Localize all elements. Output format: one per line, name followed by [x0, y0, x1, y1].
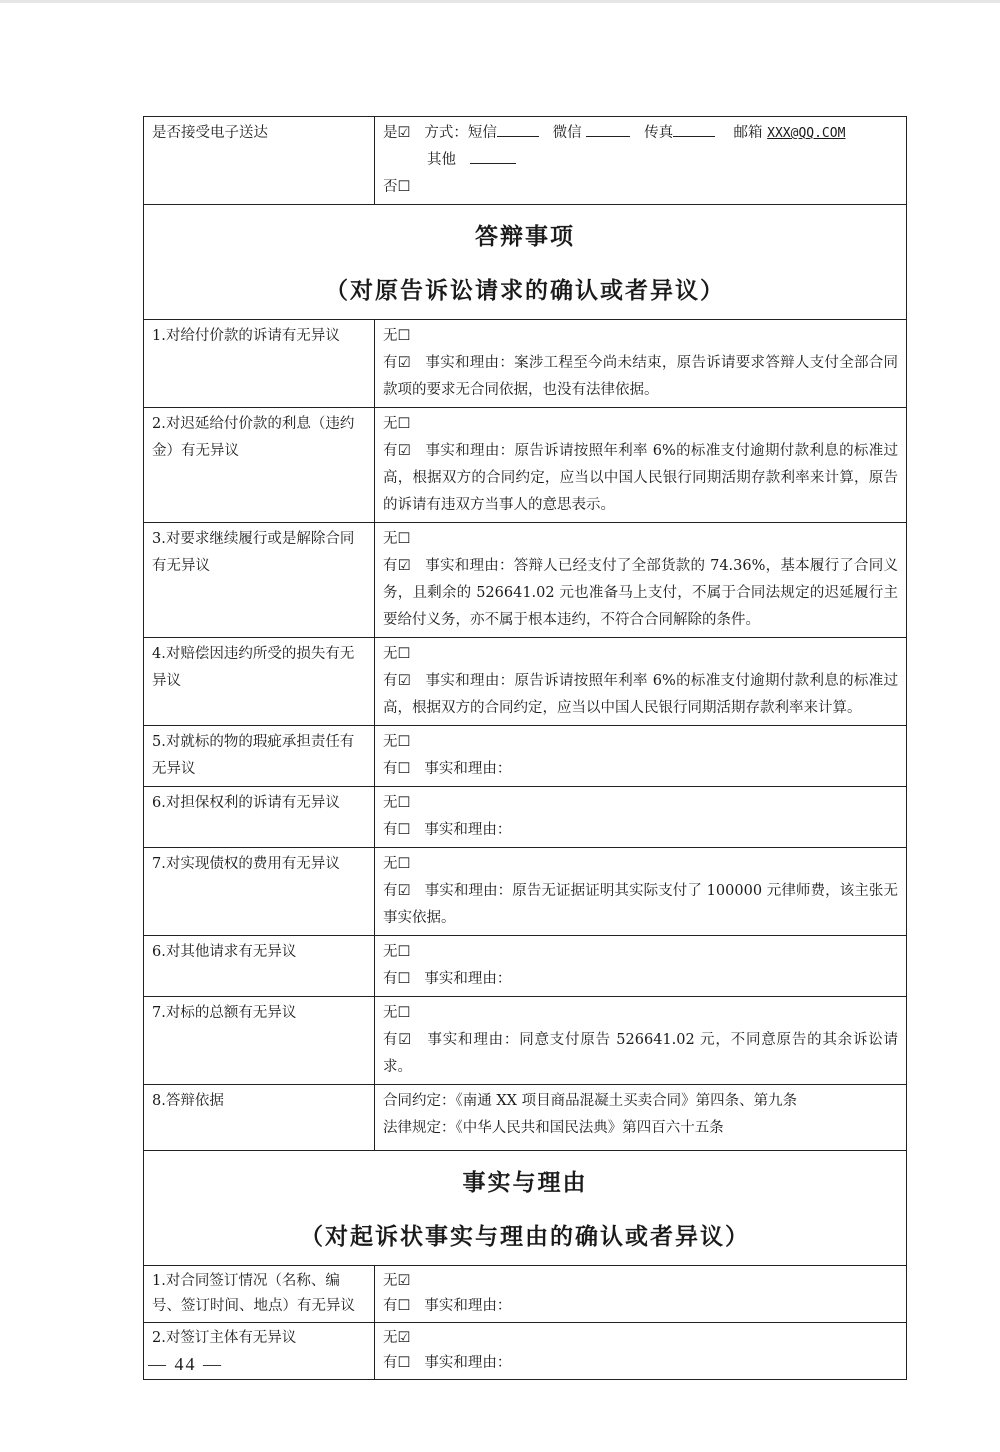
- sms-field[interactable]: [497, 122, 539, 137]
- delivery-yes-checkbox[interactable]: 是☑: [383, 125, 411, 141]
- facts-item-label: 1.对合同签订情况（名称、编号、签订时间、地点）有无异议: [144, 1266, 375, 1323]
- objection-checkbox[interactable]: 有☑: [383, 443, 411, 459]
- defense-item-label: 7.对标的总额有无异议: [144, 997, 375, 1085]
- defense-item-row: [144, 848, 907, 936]
- delivery-line-3: [383, 174, 898, 201]
- top-rule: [0, 0, 1000, 3]
- form-frame: [143, 116, 907, 1380]
- reason-label: 事实和理由：: [425, 558, 514, 574]
- objection-checkbox[interactable]: 有☑: [383, 355, 411, 371]
- defense-item-row: [144, 997, 907, 1085]
- objection-checkbox[interactable]: 有☑: [383, 673, 411, 689]
- reason-label: 事实和理由：: [424, 761, 512, 777]
- reason-text: 同意支付原告 526641.02 元，不同意原告的其余诉讼请求。: [383, 1032, 899, 1075]
- reason-text: 原告诉请按照年利率 6%的标准支付逾期付款利息的标准过高，根据双方的合同约定，应当以中国人民银行同期活期存款利率来计算，原告的诉请有违双方当事人的意思表示。: [383, 443, 899, 513]
- defense-item-row: [144, 320, 907, 408]
- no-objection-checkbox[interactable]: 无☐: [383, 795, 411, 811]
- facts-section-subtitle: （对起诉状事实与理由的确认或者异议）: [300, 1223, 750, 1250]
- delivery-options: [375, 117, 907, 205]
- reason-text: 答辩人已经支付了全部货款的 74.36%，基本履行了合同义务，且剩余的 526641.02 元也准备马上支付，不属于合同法规定的迟延履行主要给付义务，亦不属于根本违约，不符合合同解除的条件。: [383, 558, 899, 628]
- delivery-method-label: 方式：: [424, 125, 468, 141]
- objection-checkbox[interactable]: 有☑: [383, 883, 411, 899]
- defense-item-label: 6.对担保权利的诉请有无异议: [144, 787, 375, 848]
- reason-label: 事实和理由：: [424, 883, 513, 899]
- defense-item-row: [144, 523, 907, 638]
- objection-checkbox[interactable]: 有☐: [383, 971, 411, 987]
- no-objection-checkbox[interactable]: 无☐: [383, 328, 411, 344]
- basis-contract: 合同约定：《南通 XX 项目商品混凝土买卖合同》第四条、第九条: [383, 1093, 798, 1109]
- other-field[interactable]: [470, 149, 516, 164]
- facts-section-title: 事实与理由: [462, 1169, 588, 1196]
- defense-item-label: 6.对其他请求有无异议: [144, 936, 375, 997]
- fax-label: 传真: [644, 125, 674, 141]
- delivery-no-checkbox[interactable]: 否☐: [383, 179, 411, 195]
- reason-label: 事实和理由：: [425, 355, 515, 371]
- facts-item-row: [144, 1266, 907, 1323]
- no-objection-checkbox[interactable]: 无☐: [383, 1005, 411, 1021]
- reason-text: 原告诉请按照年利率 6%的标准支付逾期付款利息的标准过高，根据双方的合同约定，应当以中国人民银行同期活期存款利率来计算。: [383, 673, 899, 716]
- reason-label: 事实和理由：: [424, 822, 512, 838]
- defense-item-row: [144, 408, 907, 523]
- basis-label: 8.答辩依据: [144, 1085, 375, 1151]
- defense-item-row: [144, 936, 907, 997]
- reason-label: 事实和理由：: [425, 443, 515, 459]
- reason-label: 事实和理由：: [427, 1032, 520, 1048]
- defense-form-table: [143, 116, 907, 1380]
- objection-checkbox[interactable]: 有☐: [383, 761, 411, 777]
- defense-item-label: 3.对要求继续履行或是解除合同有无异议: [144, 523, 375, 638]
- objection-checkbox[interactable]: 有☐: [383, 1298, 411, 1314]
- facts-section-header: [144, 1151, 907, 1266]
- reason-label: 事实和理由：: [425, 673, 515, 689]
- defense-item-row: [144, 787, 907, 848]
- delivery-line-2: [383, 147, 898, 174]
- defense-item-row: [144, 726, 907, 787]
- delivery-row: [144, 117, 907, 205]
- no-objection-checkbox[interactable]: 无☐: [383, 734, 411, 750]
- objection-checkbox[interactable]: 有☑: [383, 558, 411, 574]
- wechat-label: 微信: [552, 125, 582, 141]
- fax-field[interactable]: [673, 122, 715, 137]
- page-number: — 44 —: [148, 1354, 223, 1374]
- facts-item-label: 2.对签订主体有无异议: [144, 1323, 375, 1380]
- reason-label: 事实和理由：: [424, 1355, 512, 1371]
- wechat-field[interactable]: [586, 122, 630, 137]
- objection-checkbox[interactable]: 有☐: [383, 1355, 411, 1371]
- delivery-line-1: [383, 120, 898, 147]
- no-objection-checkbox[interactable]: 无☑: [383, 1273, 411, 1289]
- no-objection-checkbox[interactable]: 无☑: [383, 1330, 411, 1346]
- reason-text: 原告无证据证明其实际支付了 100000 元律师费，该主张无事实依据。: [383, 883, 898, 926]
- defense-item-label: 7.对实现债权的费用有无异议: [144, 848, 375, 936]
- reason-label: 事实和理由：: [424, 1298, 512, 1314]
- other-label: 其他: [427, 152, 456, 168]
- defense-item-label: 1.对给付价款的诉请有无异议: [144, 320, 375, 408]
- objection-checkbox[interactable]: 有☐: [383, 822, 411, 838]
- reason-text: 案涉工程至今尚未结束，原告诉请要求答辩人支付全部合同款项的要求无合同依据，也没有法律依据。: [383, 355, 899, 398]
- defense-item-label: 5.对就标的物的瑕疵承担责任有无异议: [144, 726, 375, 787]
- reason-label: 事实和理由：: [424, 971, 512, 987]
- basis-law: 法律规定：《中华人民共和国民法典》第四百六十五条: [383, 1120, 724, 1136]
- defense-section-title: 答辩事项: [475, 223, 575, 250]
- defense-item-label: 4.对赔偿因违约所受的损失有无异议: [144, 638, 375, 726]
- email-label: 邮箱: [733, 125, 763, 141]
- delivery-label: 是否接受电子送达: [144, 117, 375, 205]
- no-objection-checkbox[interactable]: 无☐: [383, 646, 411, 662]
- email-value[interactable]: XXX@QQ.COM: [767, 126, 846, 141]
- no-objection-checkbox[interactable]: 无☐: [383, 531, 411, 547]
- defense-section-subtitle: （对原告诉讼请求的确认或者异议）: [325, 277, 725, 304]
- defense-item-label: 2.对迟延给付价款的利息（违约金）有无异议: [144, 408, 375, 523]
- facts-item-row: [144, 1323, 907, 1380]
- defense-item-row: [144, 638, 907, 726]
- no-objection-checkbox[interactable]: 无☐: [383, 944, 411, 960]
- objection-checkbox[interactable]: 有☑: [383, 1032, 412, 1048]
- no-objection-checkbox[interactable]: 无☐: [383, 856, 411, 872]
- sms-label: 短信: [467, 125, 497, 141]
- no-objection-checkbox[interactable]: 无☐: [383, 416, 411, 432]
- defense-section-header: [144, 205, 907, 320]
- defense-basis-row: [144, 1085, 907, 1151]
